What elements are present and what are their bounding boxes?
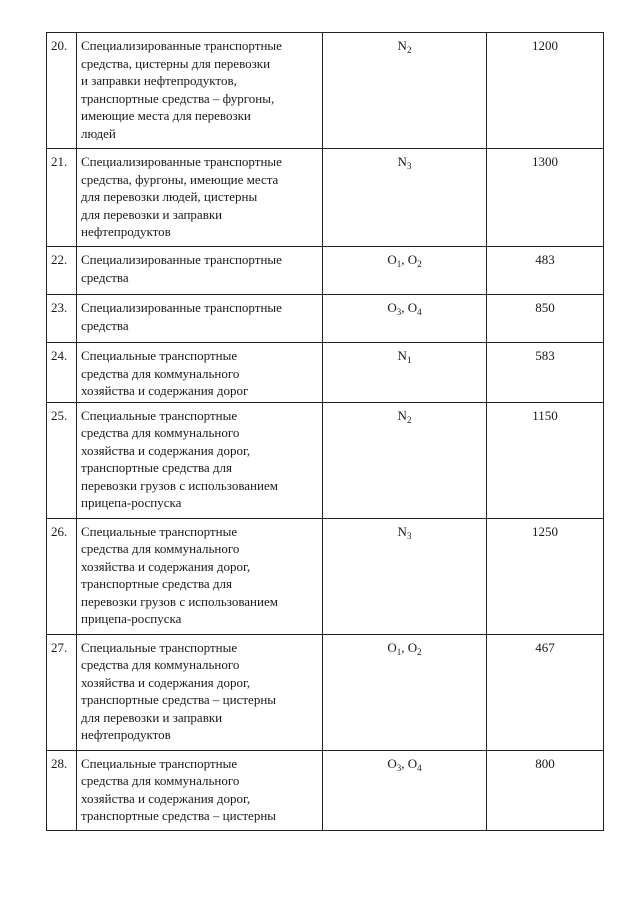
description-line: и заправки нефтепродуктов, [81, 73, 237, 88]
row-number: 22. [47, 247, 77, 295]
table-row [47, 518, 604, 634]
row-number: 25. [47, 402, 77, 518]
vehicle-description [77, 295, 323, 343]
description-line: транспортные средства для [81, 460, 233, 475]
table-row [47, 634, 604, 750]
table-row [47, 149, 604, 247]
vehicle-category [323, 402, 487, 518]
description-line: средства [81, 269, 129, 285]
description-line: средства для коммунального [81, 365, 240, 381]
description-line: транспортные средства для [81, 576, 233, 591]
fee-value: 1150 [487, 402, 604, 518]
table-body [47, 33, 604, 831]
category-subscript: 1 [396, 646, 402, 657]
description-line: хозяйства и содержания дорог, [81, 790, 251, 806]
category-subscript: 1 [406, 355, 412, 365]
description-line: средства [81, 317, 129, 333]
row-number: 28. [47, 750, 77, 830]
description-line: хозяйства и содержания дорог [81, 383, 249, 398]
description-line: средства, фургоны, имеющие места [81, 171, 279, 187]
category-subscript: 4 [417, 762, 422, 773]
row-number: 23. [47, 295, 77, 343]
description-line: для перевозки и заправки [81, 206, 223, 222]
category-letter: O [387, 639, 397, 655]
description-line: транспортные средства – цистерны [81, 692, 277, 707]
vehicle-category [323, 149, 487, 247]
category-letter: N [397, 154, 407, 169]
description-line: транспортные средства – цистерны [81, 808, 277, 823]
category-letter: O [387, 755, 397, 771]
vehicle-description [77, 149, 323, 247]
description-line: для перевозки и заправки [81, 709, 223, 725]
vehicle-description [77, 750, 323, 830]
category-subscript: 2 [406, 414, 412, 425]
vehicle-category [323, 518, 487, 634]
category-subscript: 3 [406, 530, 412, 541]
row-number: 21. [47, 149, 77, 247]
description-line: Специальные транспортные [81, 755, 238, 771]
table-row [47, 295, 604, 343]
fee-value: 483 [487, 247, 604, 295]
description-line: нефтепродуктов [81, 727, 171, 742]
description-line: имеющие места для перевозки [81, 108, 251, 123]
category-letter: N [397, 38, 407, 53]
vehicle-description [77, 247, 323, 295]
fee-value: 1200 [487, 33, 604, 149]
category-letter: O [407, 300, 418, 315]
description-line: Специальные транспортные [81, 523, 238, 539]
description-line: перевозки грузов с использованием [81, 477, 278, 493]
row-number: 26. [47, 518, 77, 634]
description-line: средства, цистерны для перевозки [81, 55, 271, 71]
category-letter: N [397, 523, 407, 539]
vehicle-category [323, 343, 487, 403]
vehicle-description [77, 33, 323, 149]
description-line: Специальные транспортные [81, 407, 238, 423]
vehicle-category: $O_3$, $O_4$ [323, 295, 487, 343]
row-number: 27. [47, 634, 77, 750]
category-letter: O [387, 252, 397, 267]
category-subscript: 2 [417, 259, 422, 269]
description-line: Специализированные транспортные [81, 300, 282, 315]
description-line: прицепа-роспуска [81, 495, 182, 510]
category-subscript: 1 [396, 259, 402, 269]
category-subscript: 3 [396, 762, 402, 773]
row-number: 20. [47, 33, 77, 149]
table-row [47, 402, 604, 518]
table-row [47, 343, 604, 403]
category-subscript: 3 [396, 307, 402, 317]
category-subscript: 4 [417, 307, 422, 317]
description-line: средства для коммунального [81, 773, 240, 788]
description-line: нефтепродуктов [81, 224, 171, 239]
fee-value: 467 [487, 634, 604, 750]
description-line: хозяйства и содержания дорог, [81, 442, 251, 458]
table-row [47, 247, 604, 295]
fee-value: 1300 [487, 149, 604, 247]
description-line: Специальные транспортные [81, 639, 238, 655]
category-subscript: 2 [406, 45, 412, 55]
description-line: средства для коммунального [81, 657, 240, 672]
vehicle-description [77, 402, 323, 518]
category-letter: O [387, 300, 397, 315]
fee-value: 583 [487, 343, 604, 403]
fee-value: 850 [487, 295, 604, 343]
category-subscript: 3 [406, 161, 412, 171]
vehicle-description [77, 518, 323, 634]
category-letter: O [407, 755, 418, 771]
fee-value: 1250 [487, 518, 604, 634]
vehicle-category: $O_1$, $O_2$ [323, 247, 487, 295]
description-line: хозяйства и содержания дорог, [81, 674, 251, 690]
description-line: средства для коммунального [81, 541, 240, 556]
fee-value: 800 [487, 750, 604, 830]
vehicle-category [323, 33, 487, 149]
vehicle-description [77, 343, 323, 403]
vehicle-fee-table [46, 32, 604, 831]
description-line: для перевозки людей, цистерны [81, 189, 258, 204]
description-line: Специализированные транспортные [81, 154, 282, 169]
row-number: 24. [47, 343, 77, 403]
description-line: Специализированные транспортные [81, 252, 282, 267]
vehicle-category: $O_1$, $O_2$ [323, 634, 487, 750]
description-line: транспортные средства – фургоны, [81, 90, 275, 106]
description-line: средства для коммунального [81, 425, 240, 440]
table-row [47, 33, 604, 149]
description-line: прицепа-роспуска [81, 611, 182, 626]
category-letter: O [407, 252, 418, 267]
description-line: Специализированные транспортные [81, 38, 282, 53]
vehicle-description [77, 634, 323, 750]
category-letter: N [397, 348, 407, 363]
category-letter: N [397, 407, 407, 423]
description-line: Специальные транспортные [81, 348, 238, 363]
category-subscript: 2 [417, 646, 422, 657]
table-row [47, 750, 604, 830]
category-letter: O [407, 639, 418, 655]
description-line: перевозки грузов с использованием [81, 593, 278, 609]
description-line: хозяйства и содержания дорог, [81, 558, 251, 574]
vehicle-category: $O_3$, $O_4$ [323, 750, 487, 830]
description-line: людей [81, 125, 116, 141]
